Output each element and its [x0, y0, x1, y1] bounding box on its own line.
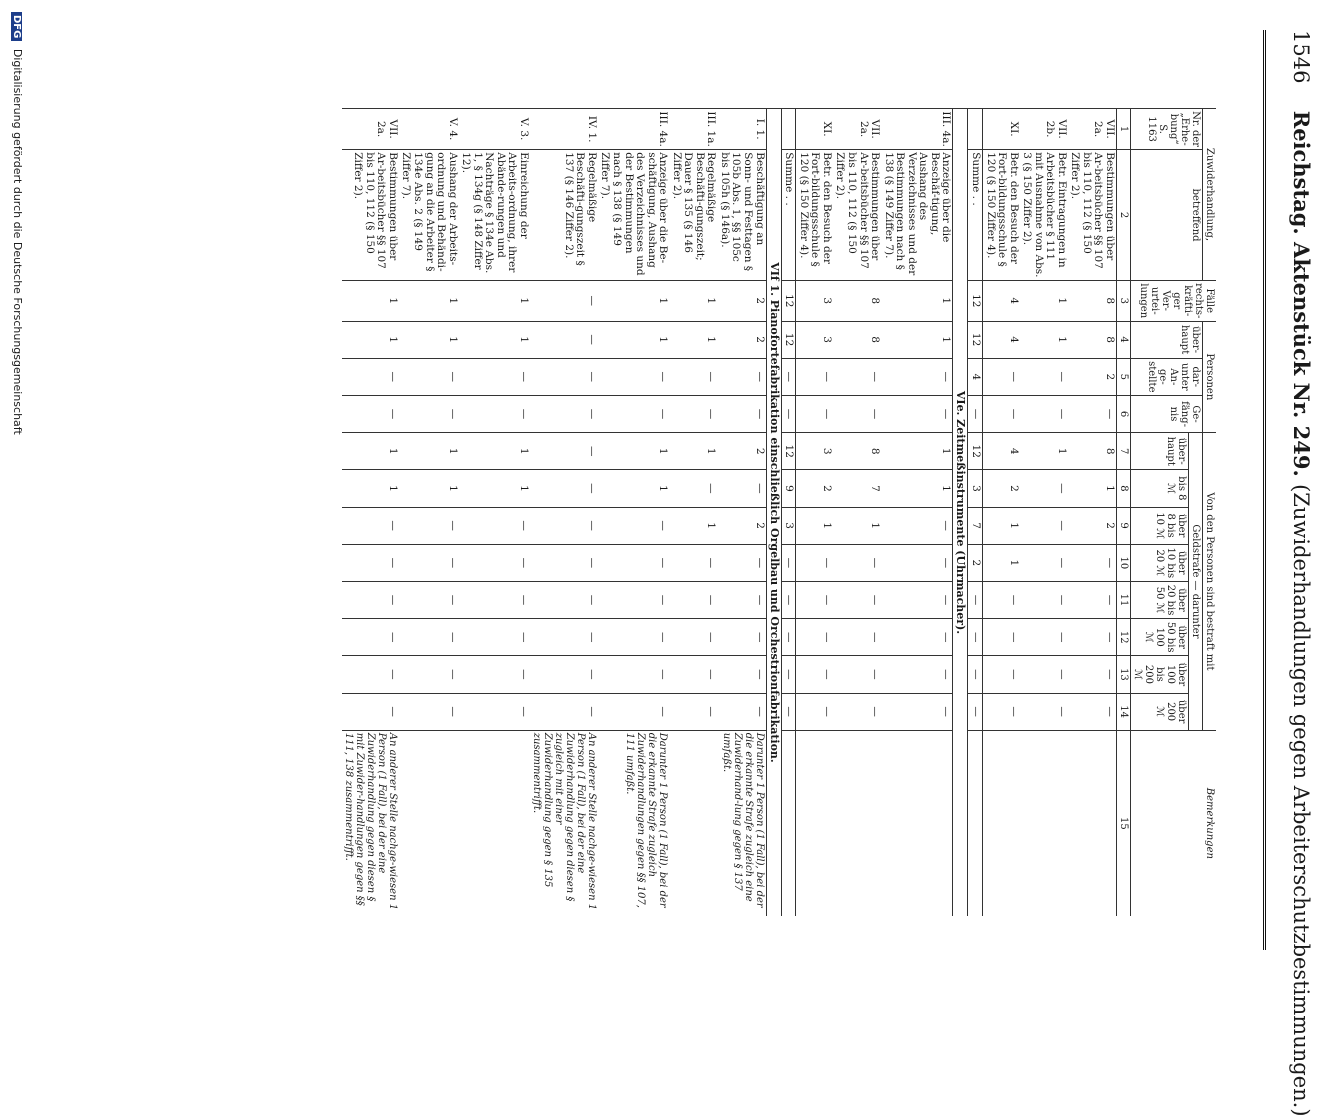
- footer: [11, 12, 24, 988]
- row-value: —: [530, 619, 598, 656]
- row-value: —: [1020, 693, 1068, 730]
- row-value: 7: [833, 470, 881, 507]
- row-value: 1: [1020, 321, 1068, 358]
- table-row: [459, 109, 530, 917]
- sum-value: 12: [781, 281, 796, 322]
- row-value: 1: [669, 321, 717, 358]
- table-row: [342, 109, 399, 917]
- sum-value: —: [781, 581, 796, 618]
- sum-value: —: [968, 395, 983, 432]
- row-value: —: [598, 693, 669, 730]
- row-value: —: [1020, 358, 1068, 395]
- sum-value: —: [968, 581, 983, 618]
- row-value: —: [459, 581, 530, 618]
- row-value: —: [833, 581, 881, 618]
- row-value: 1: [342, 470, 399, 507]
- row-description: Regelmäßige Beschäfti-gungszeit § 137 (§ 146 Ziffer 2).: [530, 150, 598, 281]
- col-persons-total: über-haupt: [1131, 321, 1203, 358]
- row-value: —: [598, 656, 669, 693]
- col-number: 4: [1117, 321, 1131, 358]
- row-description: Regelmäßige Beschäfti-gungszeit; Dauer § 135 (§ 146 Ziffer 2).: [669, 150, 717, 281]
- row-value: —: [796, 693, 833, 730]
- section-row: [766, 109, 781, 917]
- row-value: —: [342, 581, 399, 618]
- row-value: —: [881, 693, 953, 730]
- row-nr: V. 3.: [459, 109, 530, 150]
- row-value: —: [833, 544, 881, 581]
- row-remark: [796, 730, 833, 916]
- row-nr: III. 1a.: [669, 109, 717, 150]
- row-value: 1: [881, 470, 953, 507]
- row-nr: III. 4a.: [598, 109, 669, 150]
- row-value: —: [717, 395, 766, 432]
- row-value: —: [669, 693, 717, 730]
- row-value: —: [530, 470, 598, 507]
- row-value: —: [399, 395, 459, 432]
- row-nr: VII. 2a.: [1068, 109, 1117, 150]
- row-value: 1: [1020, 281, 1068, 322]
- row-nr: VII. 2a.: [342, 109, 399, 150]
- row-value: 1: [598, 470, 669, 507]
- page-subtitle: (Zuwiderhandlungen gegen Arbeiterschutzbestimmungen.): [1289, 484, 1313, 1117]
- row-value: —: [399, 358, 459, 395]
- row-value: 1: [833, 507, 881, 544]
- row-value: 4: [982, 433, 1019, 470]
- col-number: 11: [1117, 581, 1131, 618]
- sum-spacer: [968, 109, 983, 150]
- table-row: [881, 109, 953, 917]
- table-row: [1020, 109, 1068, 917]
- row-value: —: [717, 544, 766, 581]
- row-value: —: [530, 581, 598, 618]
- sum-value: —: [781, 619, 796, 656]
- row-value: 2: [796, 470, 833, 507]
- col-fine-8: bis 8 ℳ: [1131, 470, 1189, 507]
- row-value: 1: [459, 281, 530, 322]
- row-value: 1: [881, 281, 953, 322]
- section-heading: VIe. Zeitmeßinstrumente (Uhrmacher).: [953, 109, 968, 917]
- row-value: —: [399, 507, 459, 544]
- row-value: —: [881, 619, 953, 656]
- col-number: 10: [1117, 544, 1131, 581]
- sum-row: [781, 109, 796, 917]
- row-value: —: [459, 507, 530, 544]
- row-nr: I. 1.: [717, 109, 766, 150]
- row-description: Anzeige über die Beschäf-tigung, Aushang des Verzeichnisses und der Bestimmungen nach § 138 (§ 149 Ziffer 7).: [881, 150, 953, 281]
- row-value: 1: [796, 507, 833, 544]
- row-description: Beschäftigung an Sonn- und Festtagen § 105b Abs. 1, §§ 105c bis 105h (§ 146a).: [717, 150, 766, 281]
- row-remark: [1068, 730, 1117, 916]
- sum-value: 4: [968, 358, 983, 395]
- row-value: —: [669, 544, 717, 581]
- row-value: —: [1020, 544, 1068, 581]
- punished-heading: Von den Personen sind bestraft mit: [1203, 433, 1217, 731]
- row-value: —: [342, 619, 399, 656]
- row-remark: An anderer Stelle nachge-wiesen 1 Person (1 Fall), bei der eine Zuwiderhandlung gegen diesen § zugleich mit einer Zuwiderhandlung gegen § 135 zusammentrifft.: [530, 730, 598, 916]
- row-value: 2: [717, 507, 766, 544]
- row-value: —: [833, 358, 881, 395]
- row-value: —: [1020, 395, 1068, 432]
- row-description: Bestimmungen über Ar-beitsbücher §§ 107 bis 110, 112 (§ 150 Ziffer 2).: [342, 150, 399, 281]
- row-value: —: [459, 693, 530, 730]
- sum-value: —: [968, 656, 983, 693]
- row-value: 1: [598, 433, 669, 470]
- statistics-table: [342, 108, 1216, 916]
- row-value: 3: [796, 281, 833, 322]
- row-value: —: [1020, 656, 1068, 693]
- table-body: [342, 109, 1117, 917]
- row-remark: [1020, 730, 1068, 916]
- row-value: —: [833, 619, 881, 656]
- sum-row: [968, 109, 983, 917]
- row-value: —: [530, 433, 598, 470]
- sum-value: 3: [781, 507, 796, 544]
- page-header: [1274, 30, 1314, 1117]
- row-value: —: [530, 321, 598, 358]
- row-value: —: [982, 581, 1019, 618]
- sum-value: 12: [968, 281, 983, 322]
- row-value: —: [982, 656, 1019, 693]
- group-heading: Zuwiderhandlung,: [1203, 109, 1217, 281]
- col-fine-10: über 8 bis 10 ℳ: [1131, 507, 1189, 544]
- col-number: 15: [1117, 730, 1131, 916]
- row-value: 1: [342, 321, 399, 358]
- footer-text: Digitalisierung gefördert durch die Deutsche Forschungsgemeinschaft: [11, 48, 24, 435]
- row-value: —: [796, 395, 833, 432]
- row-value: —: [833, 395, 881, 432]
- row-value: 1: [881, 321, 953, 358]
- row-value: —: [982, 395, 1019, 432]
- col-fine-50: über 20 bis 50 ℳ: [1131, 581, 1189, 618]
- row-value: —: [796, 619, 833, 656]
- row-value: 2: [717, 321, 766, 358]
- row-value: —: [717, 693, 766, 730]
- table-row: [982, 109, 1019, 917]
- row-value: —: [598, 544, 669, 581]
- row-value: —: [530, 544, 598, 581]
- sum-remark: [968, 730, 983, 916]
- row-value: —: [881, 544, 953, 581]
- row-value: —: [669, 619, 717, 656]
- row-value: 1: [598, 321, 669, 358]
- row-value: —: [459, 619, 530, 656]
- row-remark: [459, 730, 530, 916]
- row-value: 2: [1068, 507, 1117, 544]
- col-number: 8: [1117, 470, 1131, 507]
- row-value: —: [399, 619, 459, 656]
- row-value: 8: [833, 321, 881, 358]
- row-value: —: [399, 581, 459, 618]
- row-nr: V. 4.: [399, 109, 459, 150]
- header-rule: [1263, 30, 1266, 950]
- row-value: 3: [796, 321, 833, 358]
- row-value: 2: [717, 433, 766, 470]
- col-fine-20: über 10 bis 20 ℳ: [1131, 544, 1189, 581]
- row-value: —: [459, 656, 530, 693]
- row-value: 1: [1020, 433, 1068, 470]
- row-value: —: [669, 395, 717, 432]
- row-value: 1: [669, 281, 717, 322]
- row-nr: XI.: [982, 109, 1019, 150]
- row-description: Betr. den Besuch der Fort-bildungsschule § 120 (§ 150 Ziffer 4).: [982, 150, 1019, 281]
- row-value: 8: [1068, 321, 1117, 358]
- row-value: —: [669, 470, 717, 507]
- col-number: 7: [1117, 433, 1131, 470]
- row-value: —: [1068, 544, 1117, 581]
- row-remark: [833, 730, 881, 916]
- row-nr: III. 4a.: [881, 109, 953, 150]
- row-value: 1: [881, 433, 953, 470]
- row-value: —: [530, 281, 598, 322]
- col-remarks: Bemerkungen: [1131, 730, 1217, 916]
- col-fine-100: über 50 bis 100 ℳ: [1131, 619, 1189, 656]
- row-value: —: [342, 507, 399, 544]
- sum-remark: [781, 730, 796, 916]
- sum-value: —: [781, 544, 796, 581]
- row-value: —: [1068, 395, 1117, 432]
- row-nr: VII. 2b.: [1020, 109, 1068, 150]
- row-value: 1: [669, 507, 717, 544]
- sum-value: —: [781, 656, 796, 693]
- column-numbers-row: [1117, 109, 1131, 917]
- row-value: —: [1020, 581, 1068, 618]
- row-value: 1: [399, 470, 459, 507]
- row-value: —: [598, 507, 669, 544]
- row-value: 1: [669, 433, 717, 470]
- row-value: —: [342, 395, 399, 432]
- table-row: [530, 109, 598, 917]
- row-description: Betr. den Besuch der Fort-bildungsschule § 120 (§ 150 Ziffer 4).: [796, 150, 833, 281]
- row-value: —: [1068, 581, 1117, 618]
- col-concerning: betreffend: [1131, 150, 1203, 281]
- row-value: 2: [717, 281, 766, 322]
- row-value: —: [1020, 470, 1068, 507]
- page-number: 1546: [1289, 30, 1313, 84]
- col-number: 1: [1117, 109, 1131, 150]
- row-value: 1: [342, 281, 399, 322]
- row-description: Aushang der Arbeits-ordnung und Behändi-gung an die Arbeiter § 134e Abs. 2 (§ 149 Ziffer 7).: [399, 150, 459, 281]
- row-nr: IV. 1.: [530, 109, 598, 150]
- row-value: —: [399, 693, 459, 730]
- row-value: 1: [982, 507, 1019, 544]
- col-number: 13: [1117, 656, 1131, 693]
- table-row: [833, 109, 881, 917]
- row-value: —: [342, 656, 399, 693]
- table-row: [717, 109, 766, 917]
- row-value: —: [530, 693, 598, 730]
- row-value: —: [833, 656, 881, 693]
- row-value: —: [530, 358, 598, 395]
- row-value: 4: [982, 321, 1019, 358]
- row-value: —: [717, 470, 766, 507]
- sum-value: 12: [781, 433, 796, 470]
- col-number: 14: [1117, 693, 1131, 730]
- row-value: —: [881, 395, 953, 432]
- sum-value: 3: [968, 470, 983, 507]
- row-remark: [982, 730, 1019, 916]
- row-value: 1: [399, 321, 459, 358]
- dfg-logo: DFG: [11, 12, 22, 41]
- sum-value: 2: [968, 544, 983, 581]
- row-value: —: [881, 507, 953, 544]
- sum-label: Summe . .: [781, 150, 796, 281]
- table-row: [399, 109, 459, 917]
- row-value: —: [530, 395, 598, 432]
- col-number: 3: [1117, 281, 1131, 322]
- row-value: —: [342, 693, 399, 730]
- row-value: —: [796, 656, 833, 693]
- row-value: 4: [982, 281, 1019, 322]
- row-remark: An anderer Stelle nachge-wiesen 1 Person (1 Fall), bei der eine Zuwiderhandlung gegen diesen § mit Zuwider-handlungen gegen §§ 111, 138 zusammentrifft.: [342, 730, 399, 916]
- sum-spacer: [781, 109, 796, 150]
- row-value: —: [833, 693, 881, 730]
- row-value: —: [598, 619, 669, 656]
- row-value: —: [1020, 619, 1068, 656]
- col-fine-total: über-haupt: [1131, 433, 1189, 470]
- row-value: —: [342, 544, 399, 581]
- row-value: —: [459, 395, 530, 432]
- section-heading: VIf 1. Pianofortefabrikation einschließlich Orgelbau und Orchestrionfabrikation.: [766, 109, 781, 917]
- row-value: —: [982, 619, 1019, 656]
- row-value: 1: [399, 433, 459, 470]
- col-cases: Fälle rechts-kräfti-ger Ver-urtei-lungen: [1131, 281, 1217, 322]
- page-title: Reichstag. Aktenstück Nr. 249.: [1289, 110, 1314, 477]
- row-value: 3: [796, 433, 833, 470]
- row-value: —: [717, 581, 766, 618]
- row-value: —: [717, 619, 766, 656]
- row-value: 1: [598, 281, 669, 322]
- sum-value: 7: [968, 507, 983, 544]
- row-value: —: [399, 544, 459, 581]
- row-value: 1: [982, 544, 1019, 581]
- row-value: —: [881, 358, 953, 395]
- row-value: 1: [399, 281, 459, 322]
- row-value: —: [1068, 656, 1117, 693]
- row-value: 1: [459, 321, 530, 358]
- row-value: —: [717, 358, 766, 395]
- col-number: 12: [1117, 619, 1131, 656]
- row-value: —: [598, 358, 669, 395]
- row-value: —: [796, 544, 833, 581]
- sum-value: 12: [968, 321, 983, 358]
- row-value: —: [669, 656, 717, 693]
- section-row: [953, 109, 968, 917]
- row-value: 2: [1068, 358, 1117, 395]
- row-value: 1: [342, 433, 399, 470]
- persons-heading: Personen: [1203, 321, 1217, 433]
- row-value: 1: [459, 433, 530, 470]
- row-value: 1: [1068, 470, 1117, 507]
- row-value: —: [459, 358, 530, 395]
- table-row: [796, 109, 833, 917]
- col-fine-over-200: über 200 ℳ: [1131, 693, 1189, 730]
- row-value: —: [717, 656, 766, 693]
- table-row: [669, 109, 717, 917]
- sum-value: —: [781, 358, 796, 395]
- col-number: 5: [1117, 358, 1131, 395]
- row-value: —: [982, 358, 1019, 395]
- row-value: —: [1068, 693, 1117, 730]
- row-value: —: [796, 581, 833, 618]
- row-value: —: [530, 507, 598, 544]
- col-prison: Ge-fäng-nis: [1131, 395, 1203, 432]
- row-value: —: [342, 358, 399, 395]
- sum-value: —: [781, 395, 796, 432]
- row-value: —: [530, 656, 598, 693]
- col-number: 2: [1117, 150, 1131, 281]
- sum-value: —: [968, 619, 983, 656]
- row-description: Anzeige über die Be-schäftigung, Aushang des Verzeichnisses und der Bestimmungen nach § 138 (§ 149 Ziffer 7).: [598, 150, 669, 281]
- row-nr: VII. 2a.: [833, 109, 881, 150]
- row-remark: [881, 730, 953, 916]
- row-value: —: [598, 581, 669, 618]
- col-number: 6: [1117, 395, 1131, 432]
- row-value: —: [1068, 619, 1117, 656]
- table-row: [1068, 109, 1117, 917]
- col-number: 9: [1117, 507, 1131, 544]
- sum-value: 12: [781, 321, 796, 358]
- row-value: —: [669, 358, 717, 395]
- row-value: 8: [1068, 281, 1117, 322]
- table-row: [598, 109, 669, 917]
- row-remark: Darunter 1 Person (1 Fall), bei der die erkannte Strafe zugleich eine Zuwiderhand-lung gegen § 137 umfaßt.: [717, 730, 766, 916]
- col-fine-200: über 100 bis 200 ℳ: [1131, 656, 1189, 693]
- row-value: —: [982, 693, 1019, 730]
- col-employees: dar-unter An-ge-stellte: [1131, 358, 1203, 395]
- col-nr: Nr. der „Erhe-bung“ S. 1163: [1131, 109, 1203, 150]
- row-remark: Darunter 1 Person (1 Fall), bei der die erkannte Strafe zugleich Zuwiderhandlungen gegen §§ 107, 111 umfaßt.: [598, 730, 669, 916]
- row-remark: [669, 730, 717, 916]
- row-description: Einreichung der Arbeits-ordnung, ihrer Abände-rungen und Nachträge § 134e Abs. 1, § 134g (§ 148 Ziffer 12).: [459, 150, 530, 281]
- sum-value: 12: [968, 433, 983, 470]
- sum-label: Summe . .: [968, 150, 983, 281]
- row-value: —: [881, 656, 953, 693]
- row-value: 8: [833, 433, 881, 470]
- sum-value: —: [781, 693, 796, 730]
- fine-heading: Geldstrafe — darunter: [1189, 433, 1203, 731]
- row-value: —: [459, 544, 530, 581]
- row-value: —: [669, 581, 717, 618]
- row-value: 2: [982, 470, 1019, 507]
- row-value: —: [399, 656, 459, 693]
- row-description: Bestimmungen über Ar-beitsbücher §§ 107 bis 110, 112 (§ 150 Ziffer 2).: [1068, 150, 1117, 281]
- row-description: Betr. Eintragungen in Arbeitsbücher § 111 mit Ausnahme von Abs. 3 (§ 150 Ziffer 2).: [1020, 150, 1068, 281]
- row-value: —: [796, 358, 833, 395]
- row-nr: XI.: [796, 109, 833, 150]
- row-value: 8: [1068, 433, 1117, 470]
- row-value: 1: [459, 470, 530, 507]
- row-value: 8: [833, 281, 881, 322]
- sum-value: 9: [781, 470, 796, 507]
- sum-value: —: [968, 693, 983, 730]
- row-value: —: [1020, 507, 1068, 544]
- row-remark: [399, 730, 459, 916]
- row-description: Bestimmungen über Ar-beitsbücher §§ 107 bis 110, 112 (§ 150 Ziffer 2).: [833, 150, 881, 281]
- row-value: —: [598, 395, 669, 432]
- row-value: —: [881, 581, 953, 618]
